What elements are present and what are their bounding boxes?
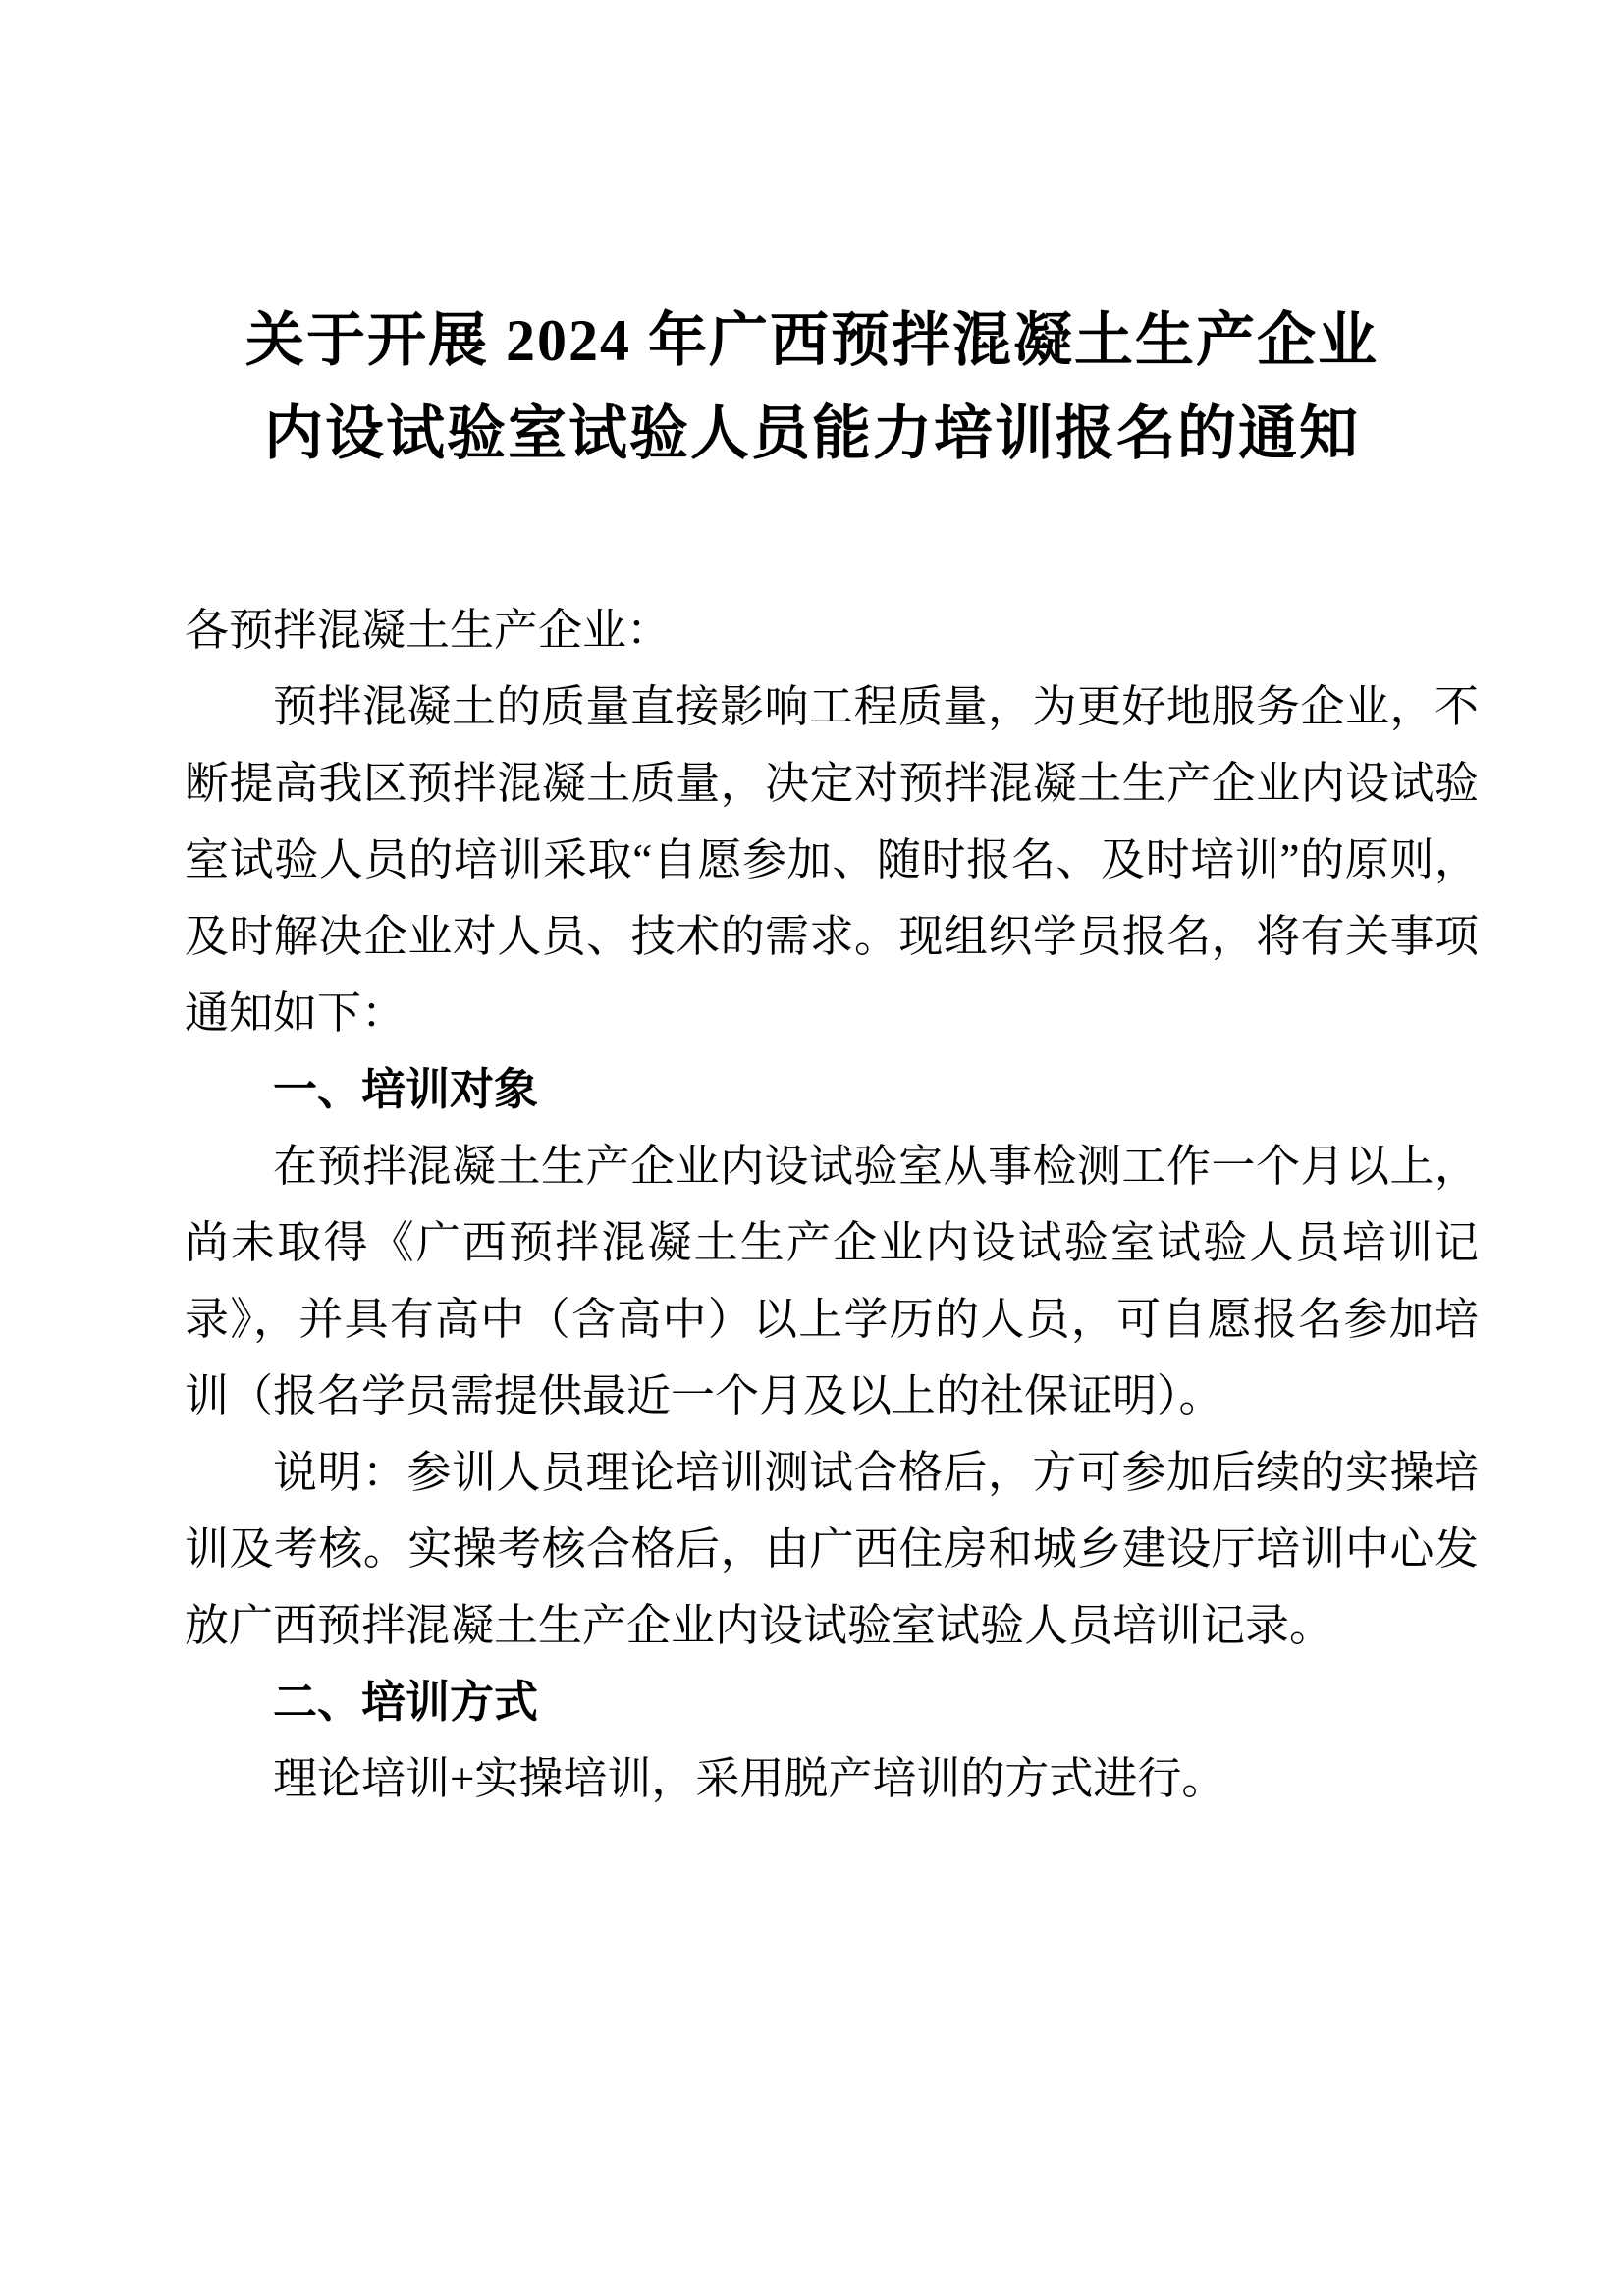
salutation: 各预拌混凝土生产企业： [185,606,672,655]
explanation-paragraph: 说明：参训人员理论培训测试合格后，方可参加后续的实操培训及考核。实操考核合格后，由广西住房和城乡建设厅培训中心发放广西预拌混凝土生产企业内设试验室试验人员培训记录。 [185,1448,1479,1650]
training-method-paragraph: 理论培训+实操培训，采用脱产培训的方式进行。 [273,1754,1226,1803]
intro-paragraph: 预拌混凝土的质量直接影响工程质量，为更好地服务企业，不断提高我区预拌混凝土质量，决定对预拌混凝土生产企业内设试验室试验人员的培训采取“自愿参加、随时报名、及时培训”的原则，及时解决企业对人员、技术的需求。现组织学员报名，将有关事项通知如下： [185,682,1479,1038]
section-heading-2: 二、培训方式 [273,1677,539,1727]
notice-title-line-2: 内设试验室试验人员能力培训报名的通知 [264,401,1360,466]
section-heading-1: 一、培训对象 [273,1064,539,1114]
training-target-paragraph: 在预拌混凝土生产企业内设试验室从事检测工作一个月以上，尚未取得《广西预拌混凝土生产企业内设试验室试验人员培训记录》，并具有高中（含高中）以上学历的人员，可自愿报名参加培训（报名学员需提供最近一个月及以上的社保证明）。 [185,1142,1479,1420]
notice-title-line-1: 关于开展 2024 年广西预拌混凝土生产企业 [245,308,1379,373]
notice-title [118,294,1506,481]
notice-body [185,592,1479,1817]
